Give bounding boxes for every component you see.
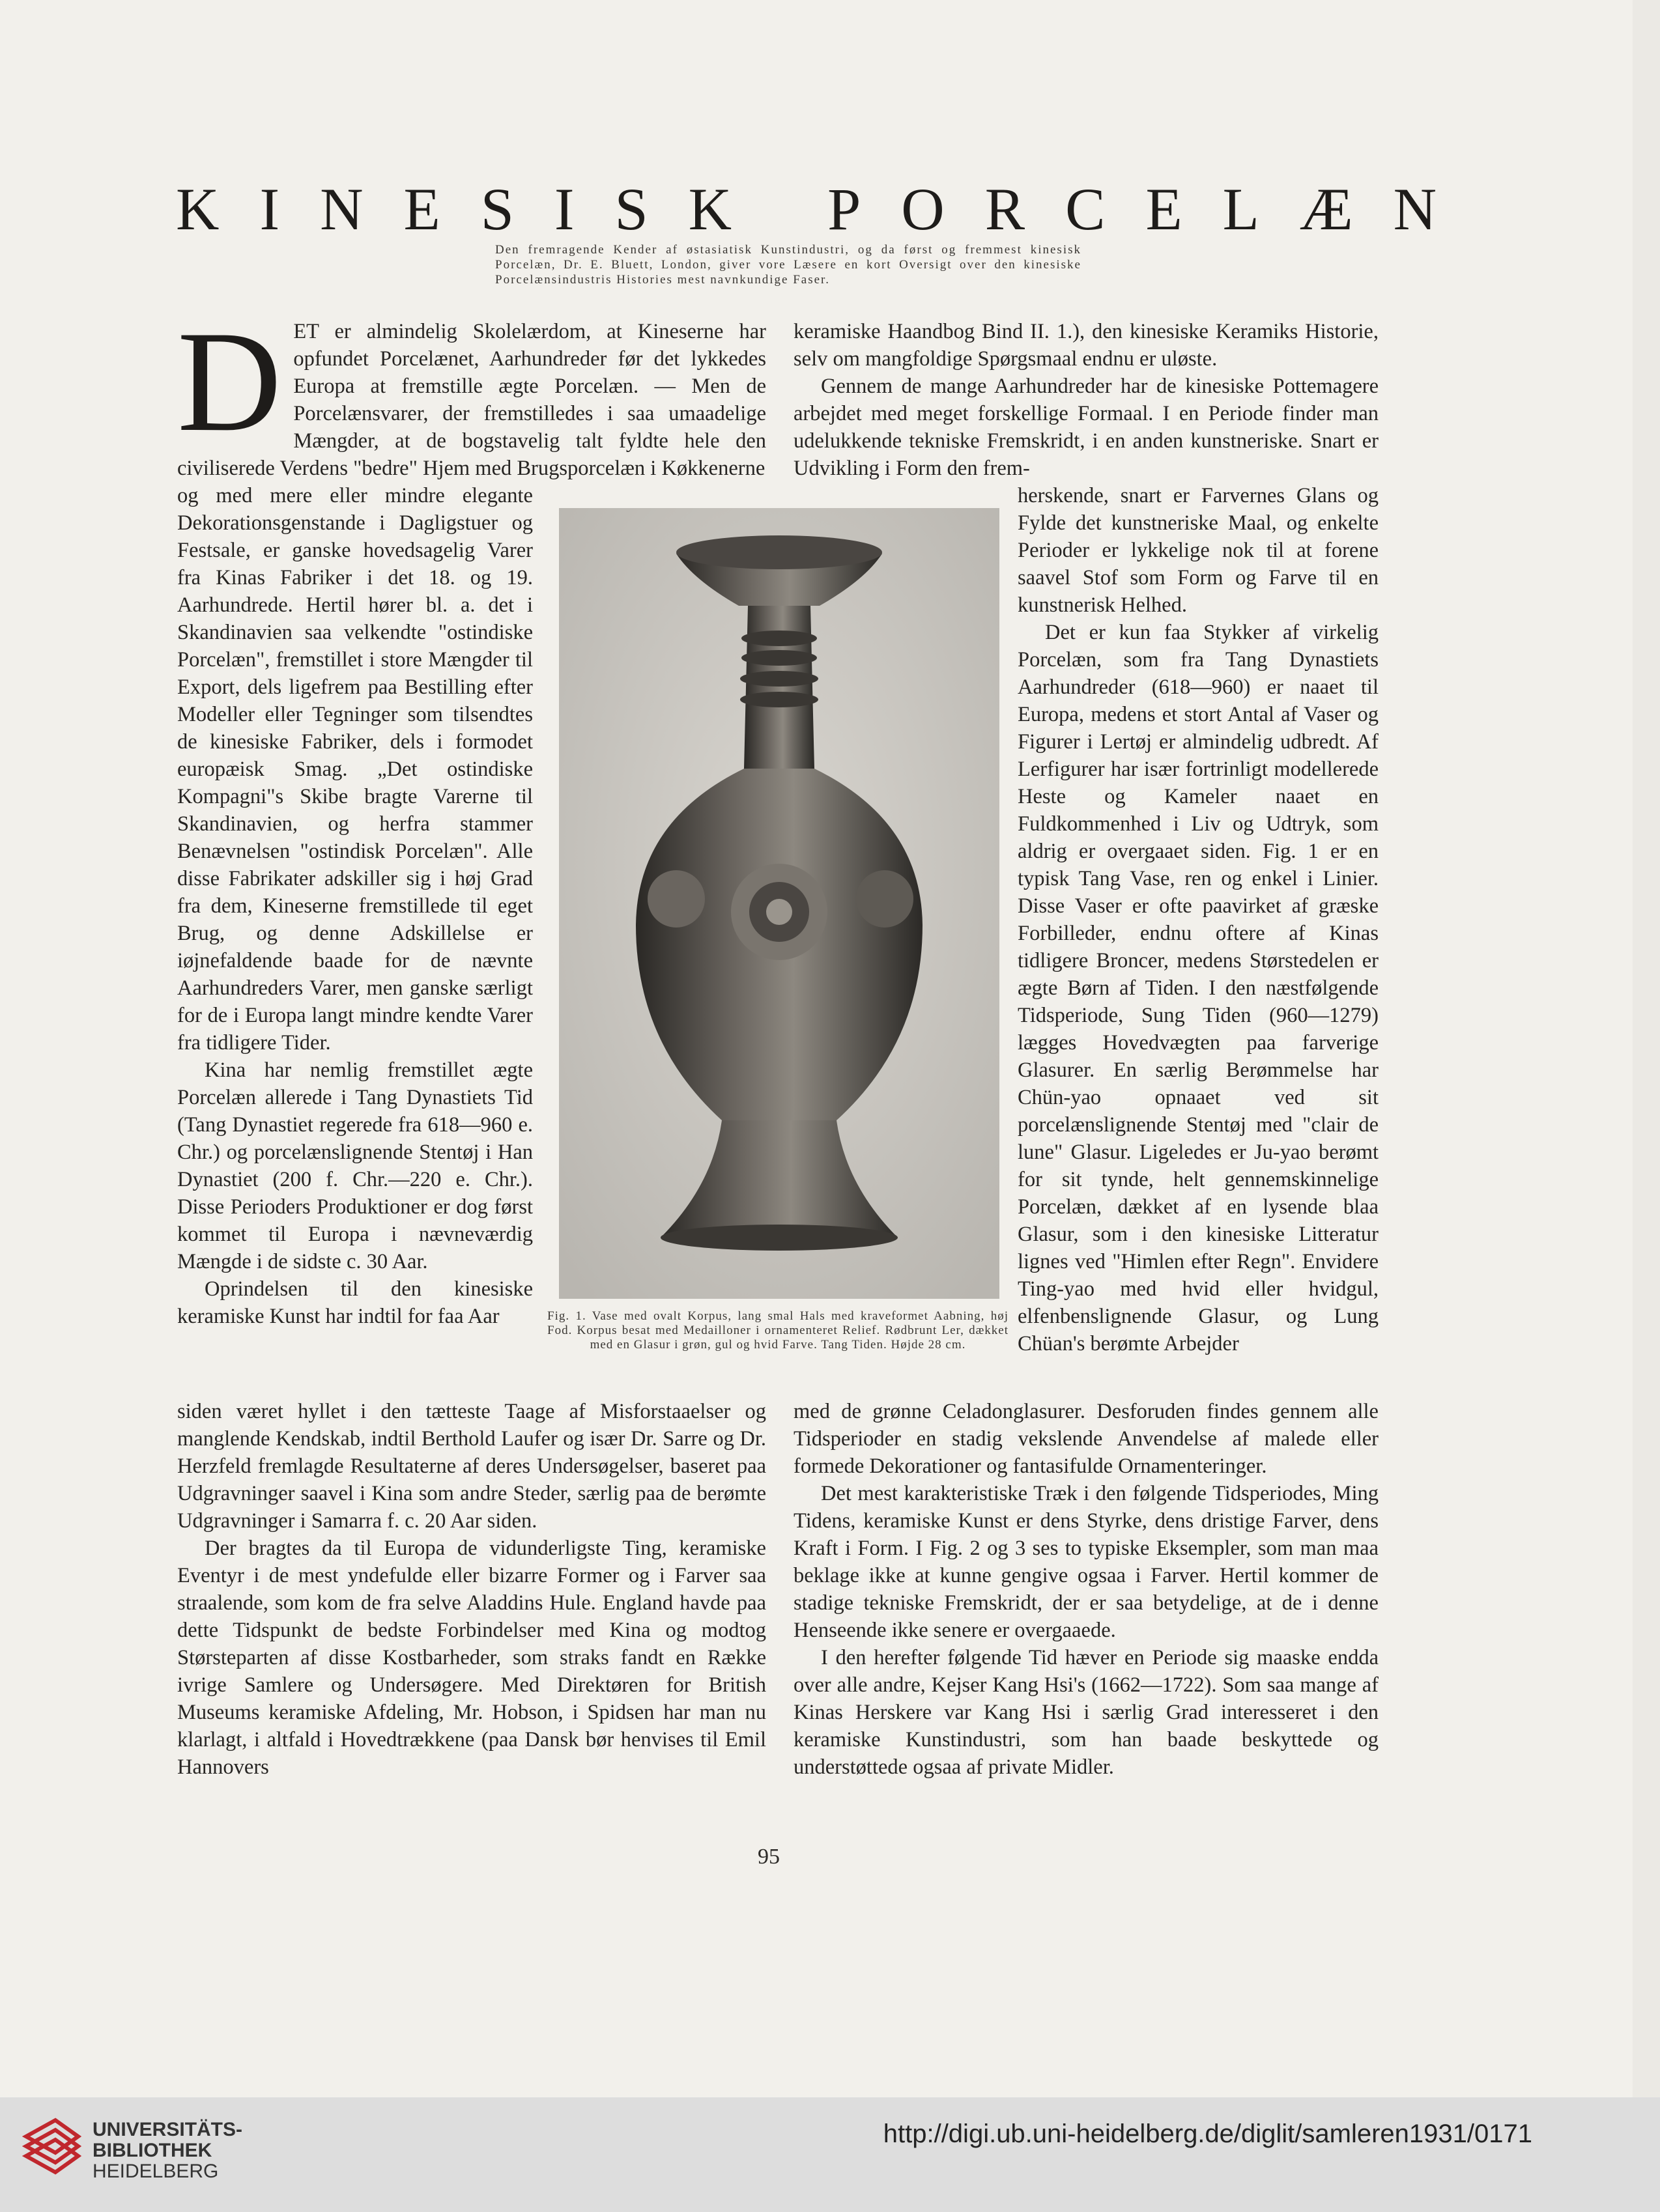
scan-edge xyxy=(1633,0,1660,2097)
vase-illustration xyxy=(559,508,999,1299)
library-name-line3: HEIDELBERG xyxy=(93,2161,219,2182)
viewer-footer xyxy=(0,2097,1660,2212)
library-name xyxy=(93,2120,242,2182)
paragraph: Gennem de mange Aarhundreder har de kinesiske Pottemagere arbejdet med meget forskellige Formaal. I en Periode finder man udelukkende tekniske Fremskridt, i en anden kunstneriske. Snart er Udvikling i Form den frem- xyxy=(794,375,1379,480)
paragraph: I den herefter følgende Tid hæver en Periode sig maaske endda over alle andre, Kejser Kang Hsi's (1662—1722). Som saa mange af Kinas Herskere var Kang Hsi i særlig Grad interesseret i den keramiske Kunstindustri, som han baade beskyttede og understøttede ogsaa af private Midler. xyxy=(794,1646,1379,1779)
paragraph: Det mest karakteristiske Træk i den følgende Tidsperiodes, Ming Tidens, keramiske Kunst er dens Styrke, dens dristige Farver, dens Kraft i Form. I Fig. 2 og 3 ses to typiske Eksempler, som man maa beklage ikke at kunne gengive ogsaa i Farver. Hertil kommer de stadige tekniske Fremskridt, der er saa betydelige, at de i denne Henseende ikke senere er overgaaede. xyxy=(794,1482,1379,1642)
paragraph: siden været hyllet i den tætteste Taage af Misforstaaelser og manglende Kendskab, indtil Berthold Laufer og især Dr. Sarre og Dr. Herzfeld fremlagde Resultaterne af deres Undersøgelser, baseret paa Udgravninger saavel i Kina som andre Steder, særlig paa de berømte Udgravninger i Samarra f. c. 20 Aar siden. xyxy=(177,1400,766,1533)
right-column-bottom xyxy=(794,1398,1379,1781)
article-title: KINESISK PORCELÆN xyxy=(176,176,1478,242)
library-name-line2: BIBLIOTHEK xyxy=(93,2140,212,2161)
paragraph: med de grønne Celadonglasurer. Desforuden findes gennem alle Tidsperioder en stadig vekslende Anvendelse af malede eller formede Dekorationer og fantasifulde Ornamenteringer. xyxy=(794,1400,1379,1478)
paragraph: og med mere eller mindre elegante Dekorationsgenstande i Dagligstuer og Festsale, er ganske hovedsagelig Varer fra Kinas Fabriker i det 18. og 19. Aarhundrede. Hertil hører bl. a. det i Skandinavien saa velkendte "ostindiske Porcelæn", fremstillet i store Mængder til Export, dels ligefrem paa Bestilling efter Modeller eller Tegninger som tilsendtes de kinesiske Fabriker, dels i formodet europæisk Smag. „Det ostindiske Kompagni"s Skibe bragte Varerne til Skandinavien, og herfra stammer Benævnelsen "ostindisk Porcelæn". Alle disse Fabrikater adskiller sig i høj Grad fra dem, Kineserne fremstillede til eget Brug, og denne Adskillelse er iøjnefaldende baade for de nævnte Aarhundreders Varer, men ganske særligt for de i Europa langt mindre kendte Varer fra tidligere Tider. xyxy=(177,484,533,1055)
university-library-logo-icon xyxy=(20,2110,85,2182)
drop-cap: D xyxy=(177,302,282,462)
library-name-line1: UNIVERSITÄTS- xyxy=(93,2119,243,2140)
paragraph: Kina har nemlig fremstillet ægte Porcelæn allerede i Tang Dynastiets Tid (Tang Dynastiet regerede fra 618—960 e. Chr.) og porcelænslignende Stentøj i Han Dynastiet (200 f. Chr.—220 e. Chr.). Disse Perioders Produktioner er dog først kommet til Europa i nævneværdig Mængde i de sidste c. 30 Aar. xyxy=(177,1058,533,1273)
left-column-narrow xyxy=(177,482,533,1330)
paragraph: herskende, snart er Farvernes Glans og Fylde det kunstneriske Maal, og enkelte Perioder er lykkelige nok til at forene saavel Stof som Form og Farve til en kunstnerisk Helhed. xyxy=(1018,484,1379,617)
document-url[interactable]: http://digi.ub.uni-heidelberg.de/diglit/samleren1931/0171 xyxy=(883,2120,1532,2148)
right-column-top xyxy=(794,318,1379,482)
paragraph: Der bragtes da til Europa de vidunderligste Ting, keramiske Eventyr i de mest yndefulde eller bizarre Former og i Farver saa straalende, som kom de fra selve Aladdins Hule. England havde paa dette Tidspunkt de bedste Forbindelser med Kina og modtog Størsteparten af disse Kostbarheder, som straks fandt en Række ivrige Samlere og Undersøgere. Med Direktøren for British Museums keramiske Afdeling, Mr. Hobson, i Spidsen har man nu klarlagt, i altfald i Hovedtrækkene (paa Dansk bør henvises til Emil Hannovers xyxy=(177,1537,766,1779)
left-column-bottom xyxy=(177,1398,766,1781)
page-number: 95 xyxy=(758,1845,780,1869)
right-column-narrow xyxy=(1018,482,1379,1357)
left-column-top xyxy=(177,302,766,482)
paragraph: Det er kun faa Stykker af virkelig Porcelæn, som fra Tang Dynastiets Aarhundreder (618—960) er naaet til Europa, medens et stort Antal af Vaser og Figurer i Lertøj er almindelig udbredt. Af Lerfigurer har især fortrinligt modellerede Heste og Kameler naaet en Fuldkommenhed i Liv og Udtryk, som aldrig er overgaaet siden. Fig. 1 er en typisk Tang Vase, ren og enkel i Linier. Disse Vaser er ofte paavirket af græske Forbilleder, endnu oftere af Kinas tidligere Broncer, medens Størstedelen er ægte Børn af Tiden. I den næstfølgende Tidsperiode, Sung Tiden (960—1279) lægges Hovedvægten paa farverige Glasurer. En særlig Berømmelse har Chün-yao opnaaet ved sit porcelænslignende Stentøj med "clair de lune" Glasur. Ligeledes er Ju-yao berømt for sit tynde, helt gennemskinnelige Porcelæn, dækket af en lysende blaa Glasur, som i den kinesiske Litteratur lignes ved "Himlen efter Regn". Envidere Ting-yao med hvid eller hvidgul, elfenbenslignende Glasur, og Lung Chüan's berømte Arbejder xyxy=(1018,621,1379,1355)
vase-photograph xyxy=(559,508,999,1299)
left-top-text: ET er almindelig Skolelærdom, at Kineserne har opfundet Porcelænet, Aarhundreder før det lykkedes Europa at fremstille ægte Porcelæn. — Men de Porcelænsvarer, der fremstilledes i saa umaadelige Mængder, at de bogstavelig talt fyldte hele den civiliserede Verdens "bedre" Hjem med Brugsporcelæn i Køkkenerne xyxy=(177,320,766,480)
paragraph: keramiske Haandbog Bind II. 1.), den kinesiske Keramiks Historie, selv om mangfoldige Spørgsmaal endnu er uløste. xyxy=(794,320,1379,371)
paragraph: Oprindelsen til den kinesiske keramiske Kunst har indtil for faa Aar xyxy=(177,1277,533,1328)
figure-caption: Fig. 1. Vase med ovalt Korpus, lang smal Hals med kraveformet Aabning, høj Fod. Korpus besat med Medailloner i ornamenteret Relief. Rødbrunt Ler, dækket med en Glasur i grøn, gul og hvid Farve. Tang Tiden. Højde 28 cm. xyxy=(547,1309,1009,1352)
article-intro: Den fremragende Kender af østasiatisk Kunstindustri, og da først og fremmest kinesisk Porcelæn, Dr. E. Bluett, London, giver vore Læsere en kort Oversigt over den kinesiske Porcelænsindustris Histories mest navnkundige Faser. xyxy=(495,243,1081,287)
